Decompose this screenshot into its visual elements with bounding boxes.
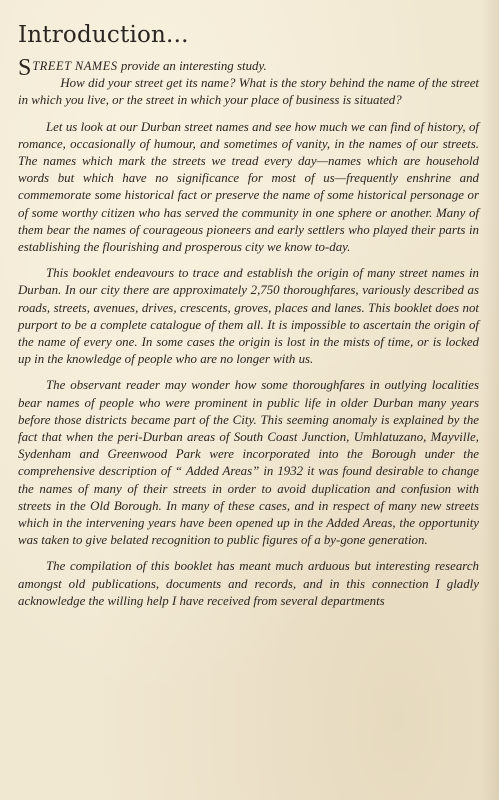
paragraph-4: The observant reader may wonder how some thoroughfares in outlying localities bear names of people who were prominent in public life in older Durban many years before those districts became part of the City. This seeming anomaly is explained by the fact that when the peri-Durban areas of South Coast Junction, Umhlatuzano, Mayville, Sydenham and Greenwood Park were incorporated into the Borough under the comprehensive description of “ Added Areas” in 1932 it was found desirable to change the names of many of their streets in order to avoid duplication and confusion with streets in the Old Borough. In many of these cases, and in respect of many new streets which in the intervening years have been opened up in the Added Areas, the opportunity was taken to give belated recognition to public figures of a by-gone generation. [18,378,479,548]
paragraph-2: Let us look at our Durban street names and see how much we can find of history, of romance, occasionally of humour, and sometimes of vanity, in the names of our streets. The names which mark the streets we tread every day—names which are household words but which have no significance for most of us—frequently enshrine and commemorate some historical fact or preserve the name of some historical personage or of some worthy citizen who has served the community in one sphere or another. Many of them bear the names of courageous pioneers and early settlers who played their parts in establishing the flourishing and prosperous city we know to-day. [18,119,479,255]
paragraph-5: The compilation of this booklet has meant much arduous but interesting research amongst old publications, documents and records, and in this connection I gladly acknowledge the willing help I have received from several departments [18,559,479,608]
page-title: Introduction... [18,22,189,48]
paragraph-1-continuation: How did your street get its name? What is the story behind the name of the street in which you live, or the street in which your place of business is situated? [18,76,479,108]
paragraph-1 [18,55,479,110]
drop-cap: S [18,55,32,81]
paragraph-1-opening: provide an interesting study. [117,59,267,73]
paragraph-3: This booklet endeavours to trace and establish the origin of many street names in Durban. In our city there are approximately 2,750 thoroughfares, variously described as roads, streets, avenues, drives, crescents, groves, places and lanes. This booklet does not purport to be a complete catalogue of them all. It is impossible to ascertain the origin of the name of every one. In some cases the origin is lost in the mists of time, or is locked up in the knowledge of people who are no longer with us. [18,266,479,367]
paragraph-1-caps: TREET NAMES [32,59,118,73]
page-edge-shadow [481,0,499,800]
